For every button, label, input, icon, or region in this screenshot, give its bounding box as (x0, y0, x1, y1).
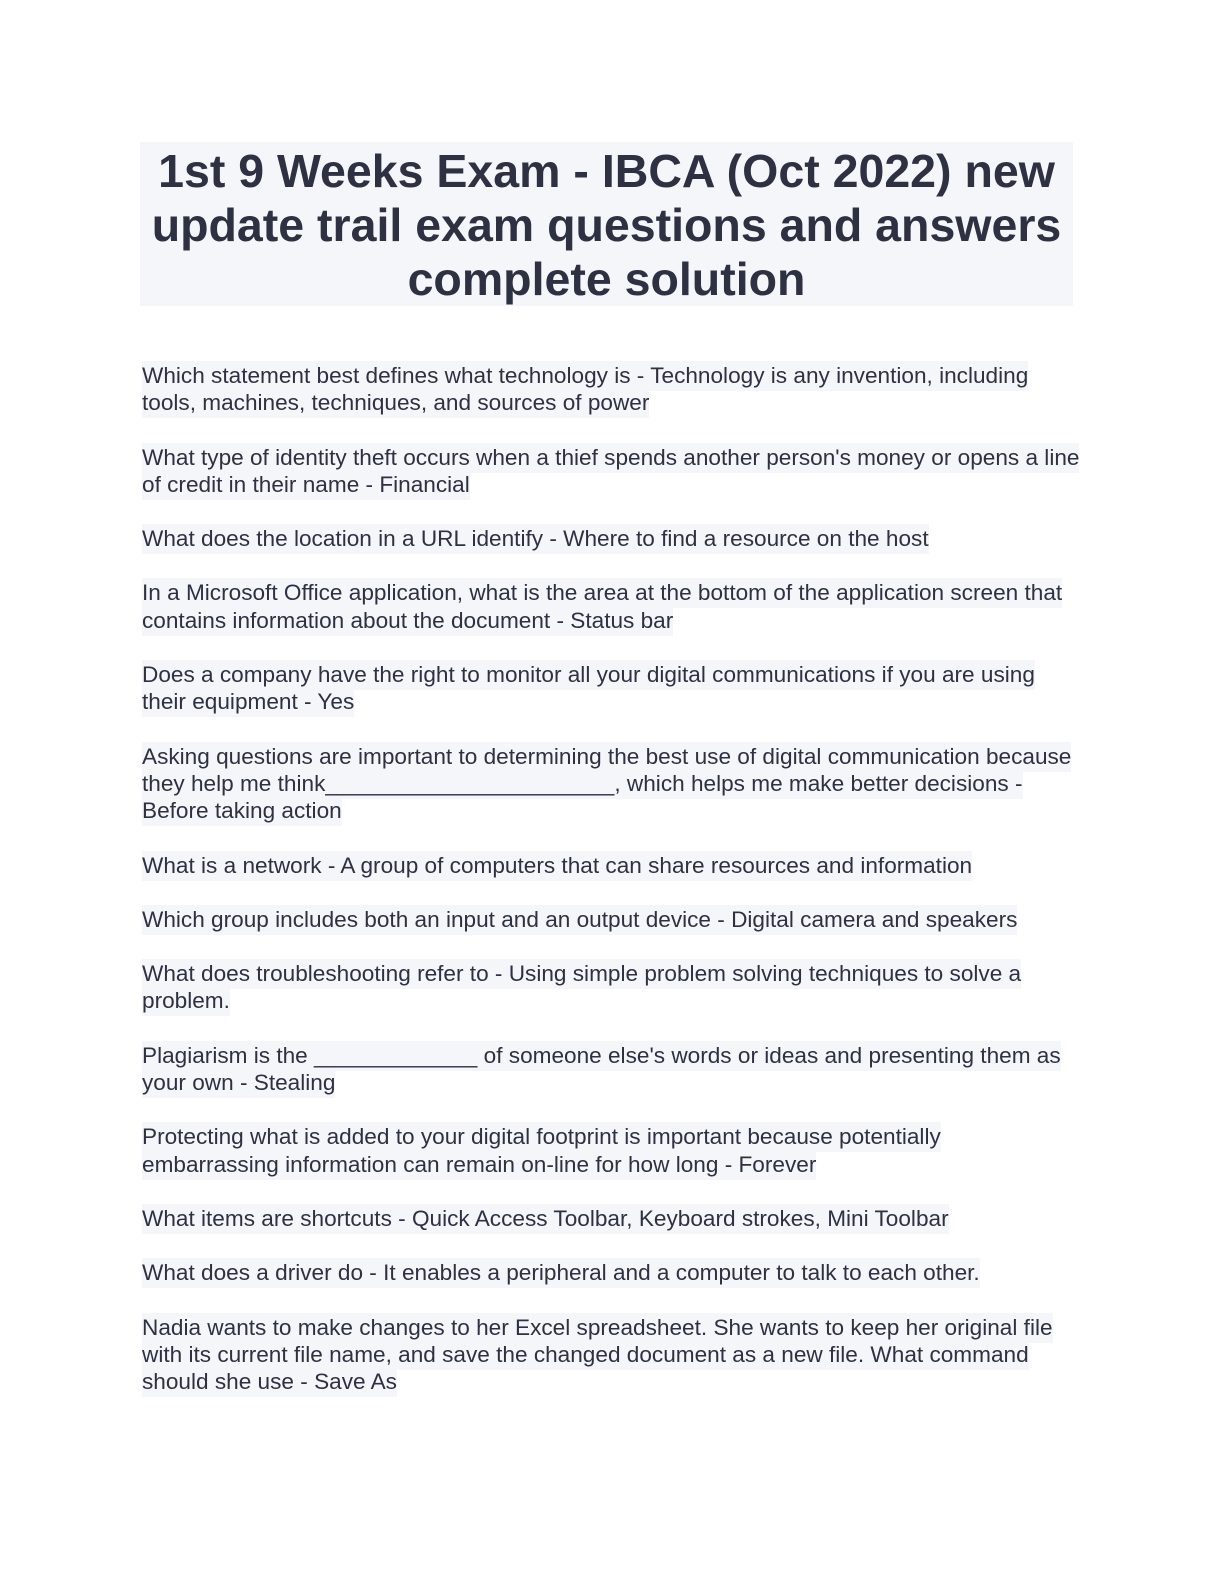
question-answer-list (142, 362, 1082, 1422)
qa-item (142, 579, 1082, 634)
qa-text: Plagiarism is the _____________ of someone else's words or ideas and presenting them as your own - Stealing (142, 1041, 1061, 1098)
qa-text: In a Microsoft Office application, what is the area at the bottom of the application screen that contains information about the document - Status bar (142, 578, 1062, 635)
qa-text: Asking questions are important to determining the best use of digital communication because they help me think_______________________, which helps me make better decisions - Before taking action (142, 742, 1071, 827)
qa-item (142, 1259, 1082, 1286)
qa-item (142, 1042, 1082, 1097)
qa-text: Does a company have the right to monitor all your digital communications if you are using their equipment - Yes (142, 660, 1035, 717)
qa-text: What is a network - A group of computers that can share resources and information (142, 851, 972, 881)
qa-item (142, 525, 1082, 552)
qa-text: What does a driver do - It enables a peripheral and a computer to talk to each other. (142, 1258, 980, 1288)
qa-item (142, 362, 1082, 417)
qa-item (142, 960, 1082, 1015)
qa-text: Nadia wants to make changes to her Excel spreadsheet. She wants to keep her original file with its current file name, and save the changed document as a new file. What command should she use - Save As (142, 1313, 1053, 1398)
qa-item (142, 444, 1082, 499)
qa-text: What does the location in a URL identify - Where to find a resource on the host (142, 524, 929, 554)
qa-text: What does troubleshooting refer to - Using simple problem solving techniques to solve a problem. (142, 959, 1021, 1016)
qa-item (142, 1205, 1082, 1232)
qa-item (142, 1123, 1082, 1178)
document-title: 1st 9 Weeks Exam - IBCA (Oct 2022) new update trail exam questions and answers complete solution (140, 142, 1073, 306)
qa-item (142, 1314, 1082, 1396)
qa-text: Which group includes both an input and an output device - Digital camera and speakers (142, 905, 1017, 935)
qa-item (142, 661, 1082, 716)
qa-text: Which statement best defines what technology is - Technology is any invention, including tools, machines, techniques, and sources of power (142, 361, 1028, 418)
qa-item (142, 743, 1082, 825)
qa-text: Protecting what is added to your digital footprint is important because potentially embarrassing information can remain on-line for how long - Forever (142, 1122, 941, 1179)
qa-text: What type of identity theft occurs when a thief spends another person's money or opens a line of credit in their name - Financial (142, 443, 1079, 500)
qa-item (142, 852, 1082, 879)
qa-text: What items are shortcuts - Quick Access Toolbar, Keyboard strokes, Mini Toolbar (142, 1204, 949, 1234)
qa-item (142, 906, 1082, 933)
